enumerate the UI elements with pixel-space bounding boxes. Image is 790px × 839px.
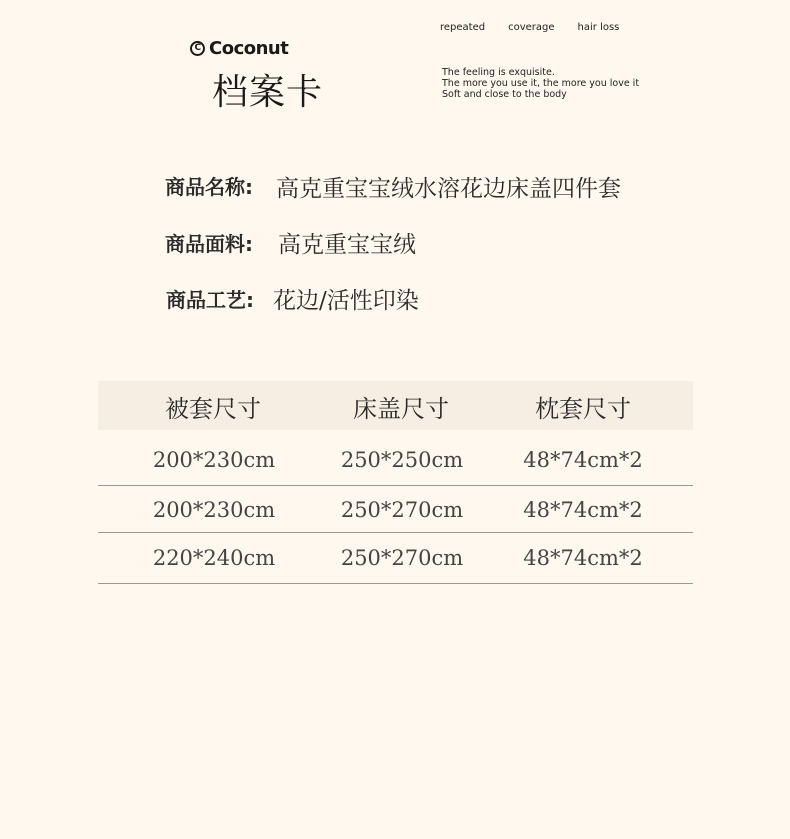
table-cell: 250*270cm [340, 546, 464, 570]
table-header [98, 381, 693, 430]
tagline [442, 67, 639, 100]
info-value: 花边/活性印染 [273, 288, 419, 314]
table-cell: 250*250cm [340, 448, 464, 472]
info-label: 商品名称: [165, 175, 253, 199]
info-value: 高克重宝宝绒水溶花边床盖四件套 [276, 176, 621, 202]
table-cell: 220*240cm [152, 546, 276, 570]
copyright-icon: C [190, 41, 205, 56]
info-label: 商品工艺: [166, 288, 254, 312]
column-header: 枕套尺寸 [535, 395, 631, 423]
column-header: 被套尺寸 [165, 395, 261, 423]
tagline-line: The more you use it, the more you love it [442, 78, 640, 89]
table-cell: 200*230cm [152, 498, 276, 522]
info-label: 商品面料: [165, 232, 253, 256]
table-row [98, 533, 693, 584]
tag-list [440, 22, 619, 33]
table-row [98, 430, 693, 486]
table-cell: 250*270cm [340, 498, 464, 522]
tagline-line: The feeling is exquisite. [442, 67, 555, 78]
table-cell: 48*74cm*2 [523, 448, 643, 472]
tagline-line: Soft and close to the body [442, 89, 567, 100]
tag-item: coverage [508, 22, 555, 33]
table-cell: 48*74cm*2 [523, 546, 643, 570]
column-header: 床盖尺寸 [353, 395, 449, 423]
table-cell: 48*74cm*2 [523, 498, 643, 522]
brand-logo [190, 38, 288, 59]
page-title: 档案卡 [212, 72, 324, 113]
table-row [98, 486, 693, 533]
info-value: 高克重宝宝绒 [278, 232, 416, 258]
tag-item: hair loss [577, 22, 620, 33]
tag-item: repeated [440, 22, 486, 33]
brand-name: Coconut [209, 38, 289, 59]
table-cell: 200*230cm [152, 448, 276, 472]
size-table [98, 381, 693, 584]
